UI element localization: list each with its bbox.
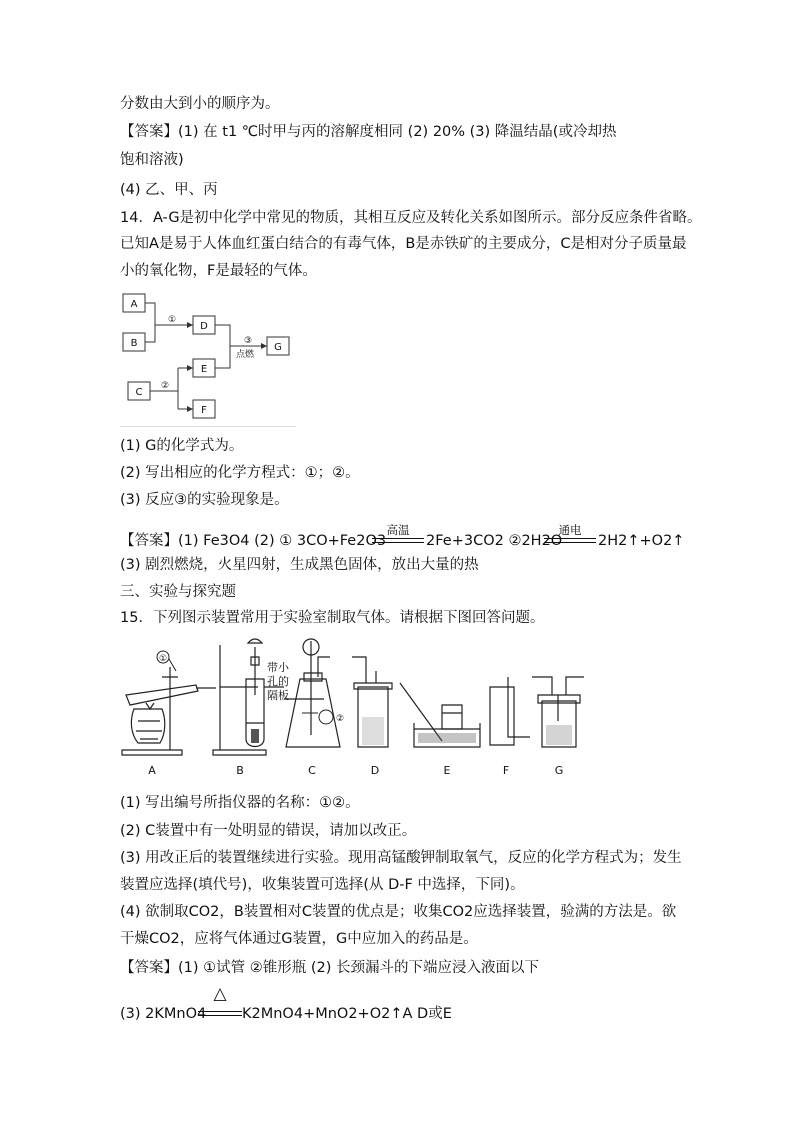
- reaction-1-label: ①: [167, 315, 177, 325]
- apparatus-label-d: D: [370, 764, 380, 777]
- reaction-3-condition: 点燃: [235, 350, 255, 360]
- text-line: (4) 乙、甲、丙: [120, 182, 218, 198]
- question-14-part: (1) G的化学式为。: [120, 438, 244, 454]
- plate-note-2: 孔的: [267, 675, 289, 688]
- node-g: G: [274, 342, 282, 353]
- apparatus-label-g: G: [554, 764, 564, 777]
- section-heading: 三、实验与探究题: [120, 584, 236, 600]
- reaction-3-label: ③: [243, 336, 253, 346]
- apparatus-label-f: F: [502, 764, 510, 777]
- node-f: F: [201, 405, 207, 416]
- reaction-2-label: ②: [160, 381, 170, 391]
- equals-sign: [372, 538, 424, 543]
- text-line: 饱和溶液): [120, 152, 184, 168]
- condition-electrolysis: 通电: [558, 523, 582, 537]
- answer-15-line: 【答案】(1) ①试管 ②锥形瓶 (2) 长颈漏斗的下端应浸入液面以下: [120, 960, 540, 976]
- apparatus-label-c: C: [308, 764, 316, 777]
- question-15-part: (3) 用改正后的装置继续进行实验。现用高锰酸钾制取氧气，反应的化学方程式为；发生: [120, 850, 682, 866]
- question-15-part: (4) 欲制取CO2，B装置相对C装置的优点是；收集CO2应选择装置，验满的方法是。欲: [120, 904, 677, 920]
- condition-high-temp: 高温: [386, 523, 410, 537]
- answer-14-right: 2H2↑+O2↑: [598, 533, 685, 549]
- node-a: A: [130, 299, 138, 310]
- answer-14-left: 【答案】(1) Fe3O4 (2) ① 3CO+Fe2O3: [120, 533, 387, 549]
- question-15-line: 15．下列图示装置常用于实验室制取气体。请根据下图回答问题。: [120, 610, 545, 626]
- plate-note-3: 隔板: [267, 689, 289, 702]
- answer-14-mid: 2Fe+3CO2 ②2H2O: [426, 533, 563, 549]
- node-b: B: [130, 338, 138, 349]
- question-15-part: (1) 写出编号所指仪器的名称：①②。: [120, 795, 360, 811]
- answer-line: 【答案】(1) 在 t1 ℃时甲与丙的溶解度相同 (2) 20% (3) 降温结晶(或冷却热: [120, 124, 617, 140]
- question-14-part: (2) 写出相应的化学方程式：①；②。: [120, 465, 360, 481]
- node-d: D: [200, 321, 208, 332]
- answer-14-line: (3) 剧烈燃烧，火星四射，生成黑色固体，放出大量的热: [120, 557, 479, 573]
- answer-15-eq-right: K2MnO4+MnO2+O2↑A D或E: [242, 1006, 452, 1022]
- marker-2: ②: [335, 714, 345, 724]
- question-14-part: (3) 反应③的实验现象是。: [120, 492, 289, 508]
- node-c: C: [135, 387, 143, 398]
- node-e: E: [200, 364, 208, 375]
- text-line: 分数由大到小的顺序为。: [120, 96, 280, 112]
- equals-sign: [544, 538, 596, 543]
- question-14-line: 小的氧化物，F是最轻的气体。: [120, 263, 317, 279]
- apparatus-label-b: B: [236, 764, 244, 777]
- marker-1: ①: [158, 654, 168, 664]
- question-15-part: 装置应选择(填代号)，收集装置可选择(从 D-F 中选择，下同)。: [120, 877, 525, 893]
- diagram-divider: [120, 426, 296, 427]
- question-15-part: 干燥CO2，应将气体通过G装置，G中应加入的药品是。: [120, 931, 478, 947]
- answer-15-eq-left: (3) 2KMnO4: [120, 1006, 207, 1022]
- reaction-flow-diagram: [118, 288, 303, 428]
- plate-note-1: 带小: [267, 661, 289, 674]
- condition-heat: △: [213, 984, 227, 1004]
- apparatus-figure: [118, 637, 588, 782]
- question-15-part: (2) C装置中有一处明显的错误，请加以改正。: [120, 823, 417, 839]
- question-14-line: 14．A-G是初中化学中常见的物质，其相互反应及转化关系如图所示。部分反应条件省略。: [120, 210, 702, 226]
- equals-sign: [198, 1011, 242, 1016]
- question-14-line: 已知A是易于人体血红蛋白结合的有毒气体，B是赤铁矿的主要成分，C是相对分子质量最: [120, 236, 687, 252]
- apparatus-label-a: A: [148, 764, 156, 777]
- apparatus-label-e: E: [443, 764, 451, 777]
